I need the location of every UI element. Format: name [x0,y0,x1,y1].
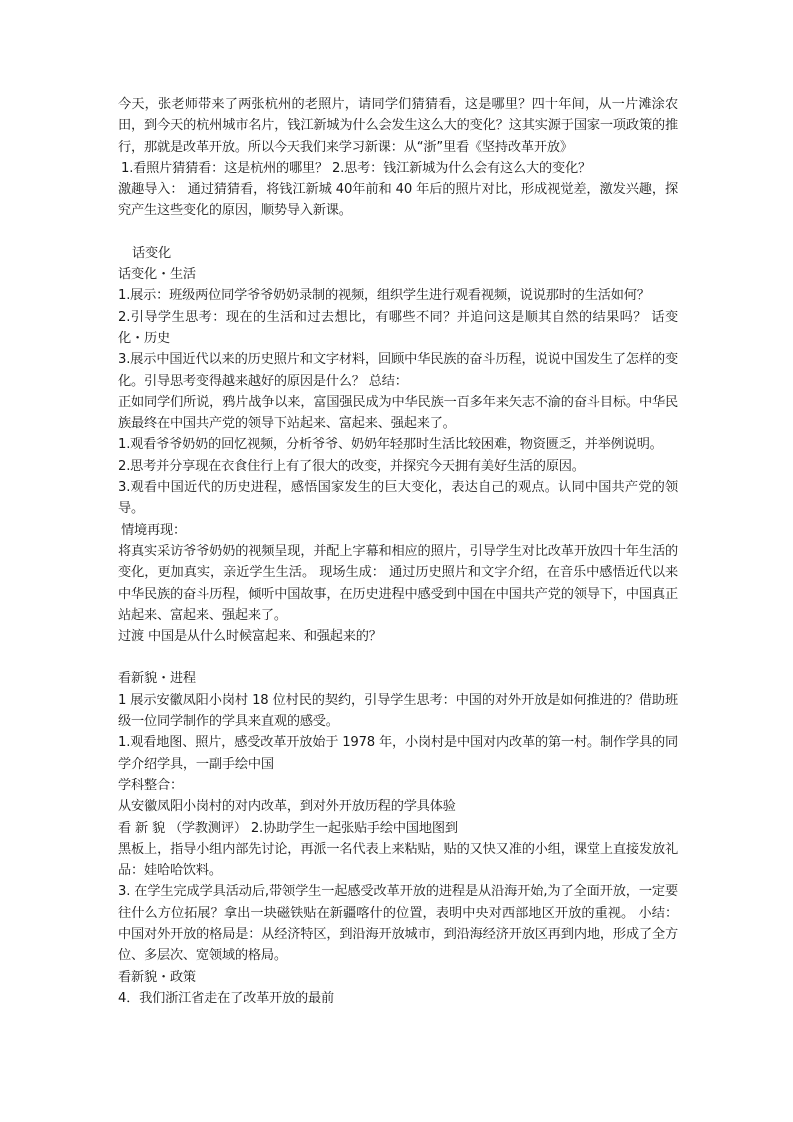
review-text: 黑板上，指导小组内部先讨论，再派一名代表上来粘贴，贴的又快又准的小组，课堂上直接发放礼品：娃哈哈饮料。 [118,841,678,879]
intro-motivation: 激趣导入： 通过猜猜看，将钱江新城 40年前和 40 年后的照片对比，形成视觉差，激发兴趣，探究产生这些变化的原因，顺势导入新课。 [118,182,678,219]
change-item-2: 2.引导学生思考：现在的生活和过去想比，有哪些不同？并追问这是顺其自然的结果吗？ 话变化・历史 [118,309,678,346]
change-item-1: 1.展示：班级两位同学爷爷奶奶录制的视频，组织学生进行观看视频，说说那时的生活如何？ [118,288,650,304]
newlook-item-1b: 1.观看地图、照片，感受改革开放始于 1978 年，小岗村是中国对内改革的第一村。制作学具的同学介绍学具，一副手绘中国 [118,735,678,772]
scene-text: 将真实采访爷爷奶奶的视频呈现，并配上字幕和相应的照片，引导学生对比改革开放四十年生活的变化，更加真实，亲近学生生活。 现场生成： 通过历史照片和文字介绍，在音乐中感悟近代以来中华民族的奋斗历程，倾听中国故事，在历史进程中感受到中国在中国共产党的领导下，中国真正站起来、富起来、强起来了。 [118,543,678,623]
integration-heading: 学科整合： [118,777,183,793]
intro-paragraph: 今天，张老师带来了两张杭州的老照片，请同学们猜猜看，这是哪里？四十年间，从一片滩涂农田，到今天的杭州城市名片，钱江新城为什么会发生这么大的变化？这其实源于国家一项政策的推行，那就是改革开放。所以今天我们来学习新课：从“浙”里看《坚持改革开放》 [118,97,678,155]
change-goal-2: 2.思考并分享现在衣食住行上有了很大的改变，并探究今天拥有美好生活的原因。 [118,458,585,474]
spacer [118,222,678,243]
intro-questions: 1.看照片猜猜看：这是杭州的哪里？ 2.思考：钱江新城为什么会有这么大的变化？ [121,160,591,176]
subheading-life: 话变化・生活 [118,267,196,283]
spacer [118,647,678,668]
section-heading-progress: 看新貌・进程 [118,671,196,687]
scene-heading: 情境再现： [121,522,186,538]
newlook-item-4: 4．我们浙江省走在了改革开放的最前 [118,990,334,1006]
newlook-item-1: 1 展示安徽凤阳小岗村 18 位村民的契约，引导学生思考：中国的对外开放是如何推进的？借助班级一位同学制作的学具来直观的感受。 [118,692,678,730]
integration-text: 从安徽凤阳小岗村的对内改革，到对外开放历程的学具体验 [118,799,456,815]
change-summary: 正如同学们所说，鸦片战争以来，富国强民成为中华民族一百多年来矢志不渝的奋斗目标。中华民族最终在中国共产党的领导下站起来、富起来、强起来了。 [118,394,678,432]
change-goal-3: 3.观看中国近代的历史进程，感悟国家发生的巨大变化，表达自己的观点。认同中国共产党的领导。 [118,480,678,517]
change-item-3: 3.展示中国近代以来的历史照片和文字材料，回顾中华民族的奋斗历程，说说中国发生了怎样的变化。引导思考变得越来越好的原因是什么？ 总结： [118,352,678,389]
change-goal-1: 1.观看爷爷奶奶的回忆视频，分析爷爷、奶奶年轻那时生活比较困难，物资匮乏，并举例说明。 [118,437,663,453]
review-line: 看 新 貌 （学教测评） 2.协助学生一起张贴手绘中国地图到 [118,820,458,836]
newlook-item-3: 3. 在学生完成学具活动后,带领学生一起感受改革开放的进程是从沿海开始,为了全面开放，一定要往什么方位拓展？拿出一块磁铁贴在新疆喀什的位置，表明中央对西部地区开放的重视。 小结：中国对外开放的格局是：从经济特区，到沿海开放城市，到沿海经济开放区再到内地，形成了全方位、多层次、宽领域的格局。 [118,884,678,964]
document-body [118,94,678,1009]
section-heading-policy: 看新貌・政策 [118,969,196,985]
section-heading-change: 话变化 [132,245,171,261]
transition-text: 过渡 中国是从什么时候富起来、和强起来的？ [118,629,382,645]
